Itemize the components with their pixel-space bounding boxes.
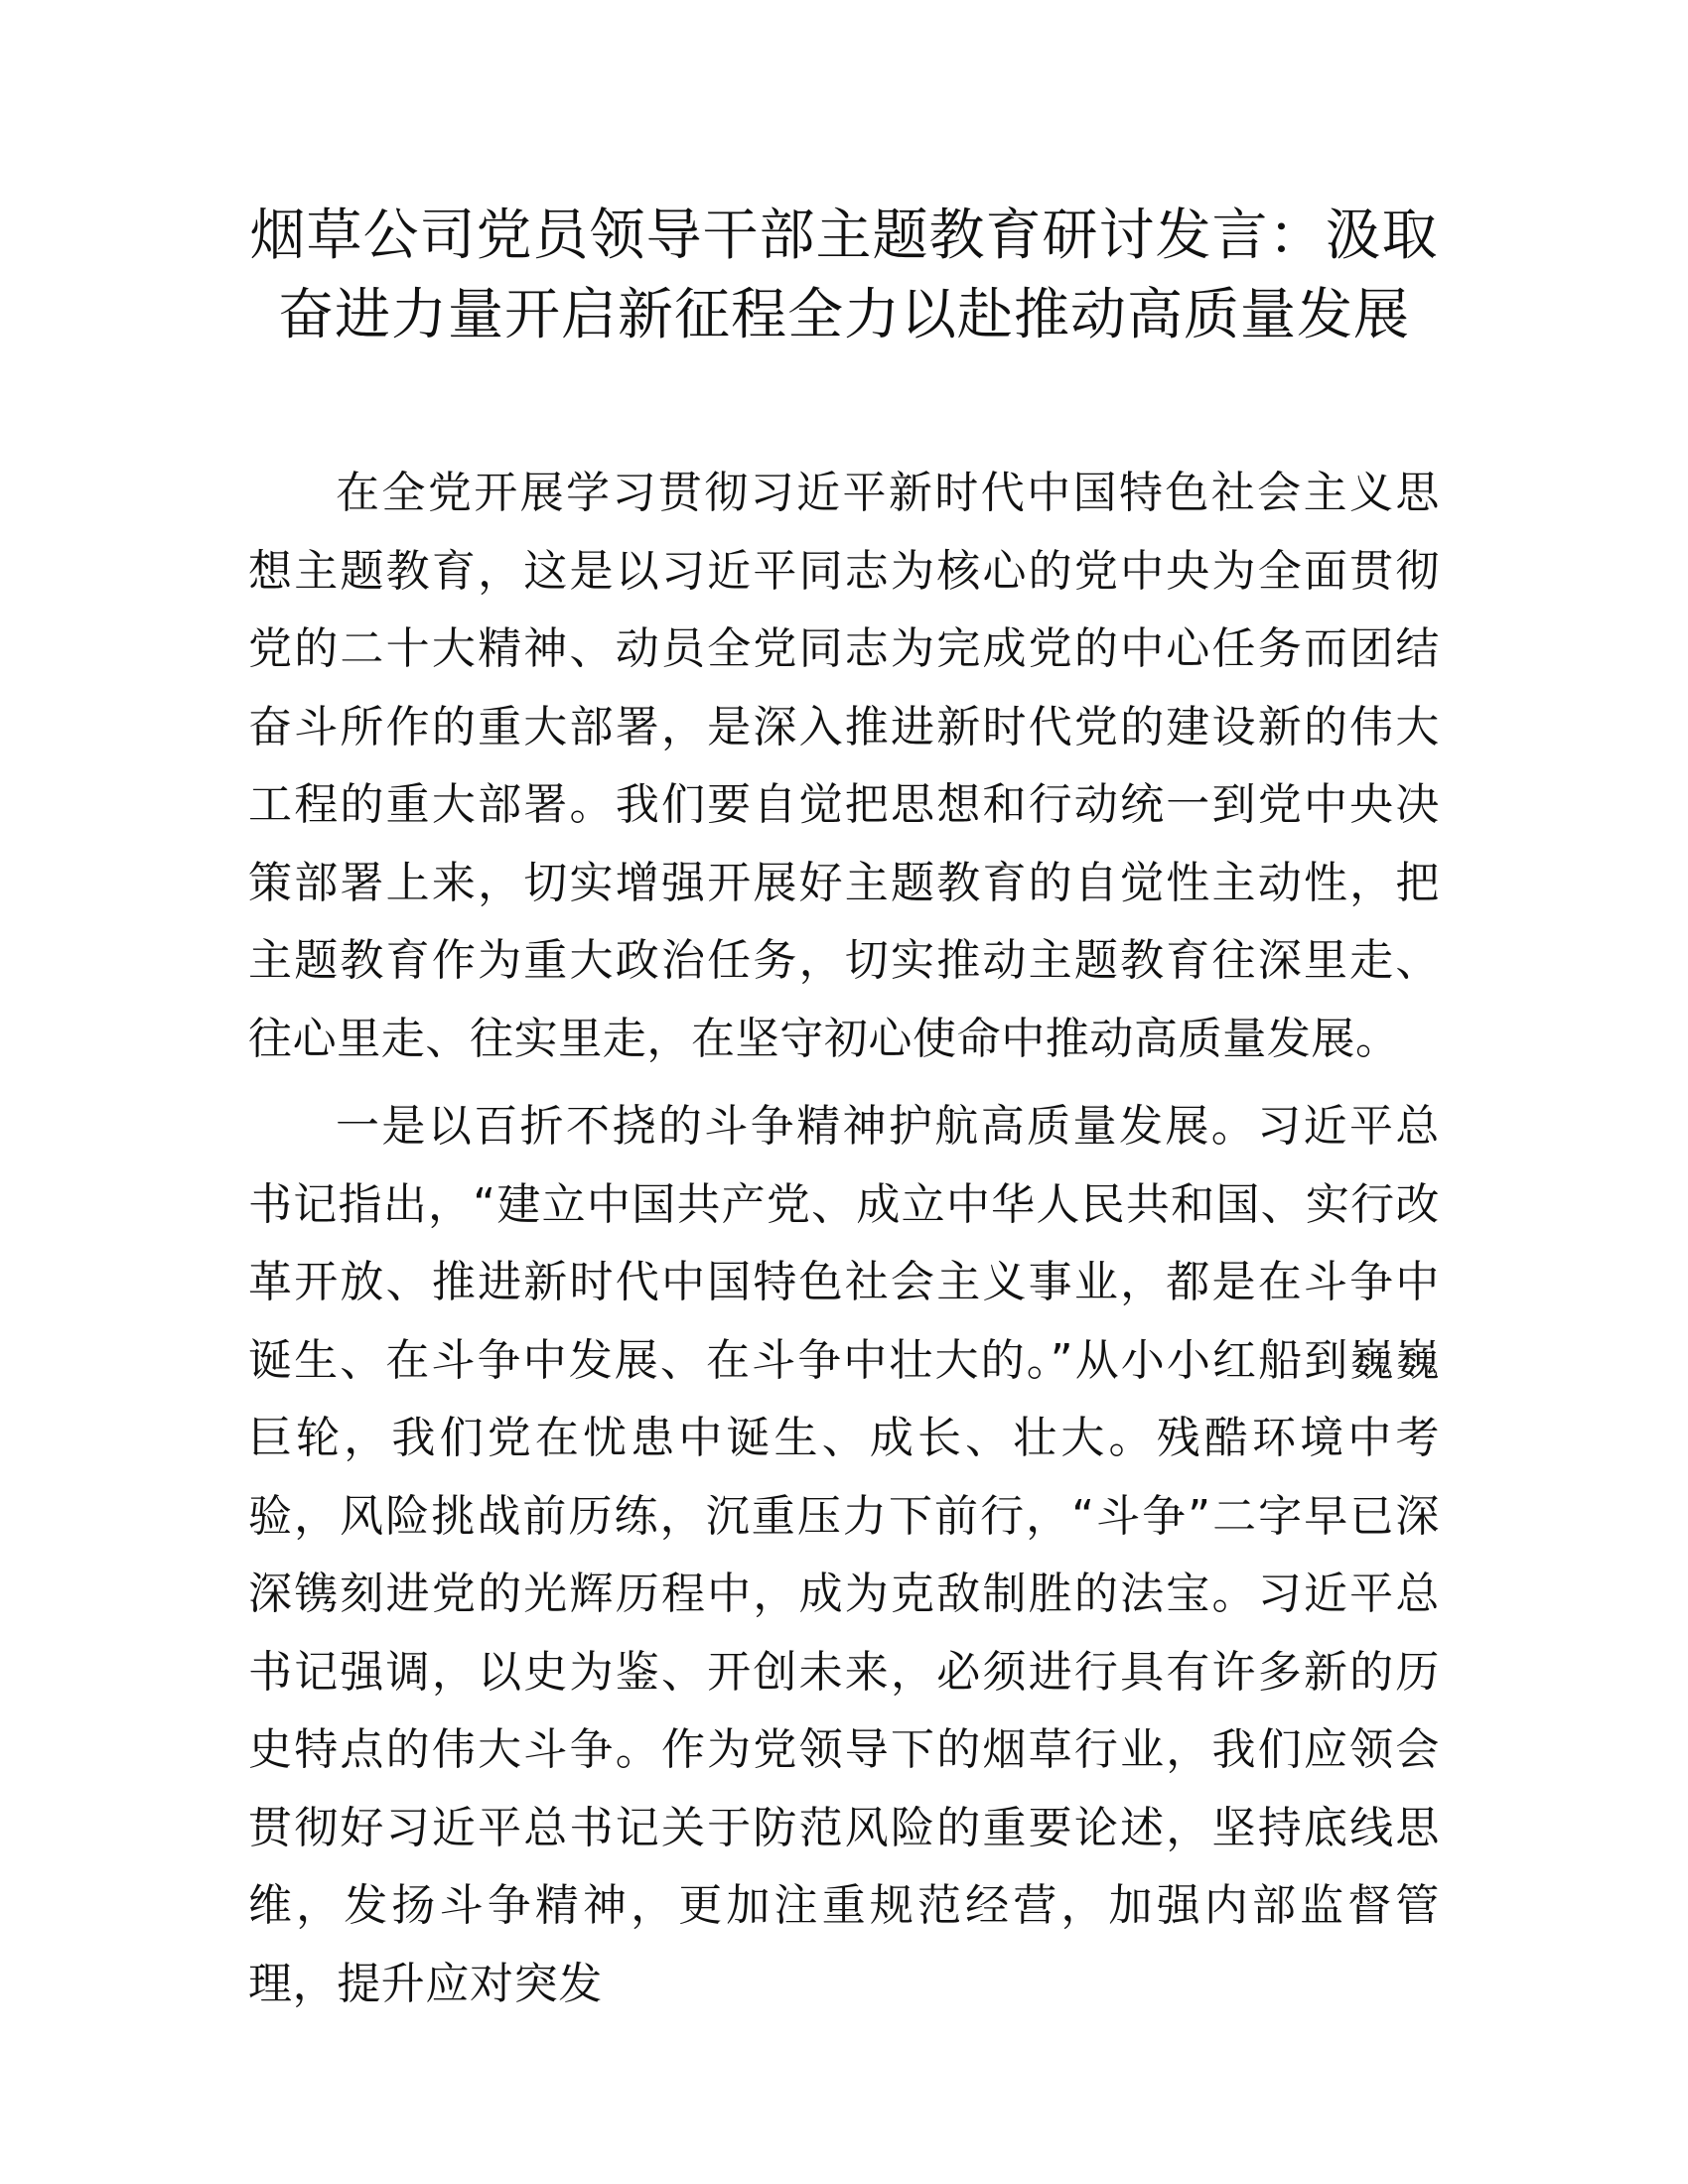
document-body <box>248 455 1440 2033</box>
paragraph-intro: 在全党开展学习贯彻习近平新时代中国特色社会主义思想主题教育，这是以习近平同志为核心的党中央为全面贯彻党的二十大精神、动员全党同志为完成党的中心任务而团结奋斗所作的重大部署，是深入推进新时代党的建设新的伟大工程的重大部署。我们要自觉把思想和行动统一到党中央决策部署上来，切实增强开展好主题教育的自觉性主动性，把主题教育作为重大政治任务，切实推动主题教育往深里走、往心里走、往实里走，在坚守初心使命中推动高质量发展。 <box>248 468 1440 1064</box>
paragraph-point-one: 一是以百折不挠的斗争精神护航高质量发展。习近平总书记指出，“建立中国共产党、成立中华人民共和国、实行改革开放、推进新时代中国特色社会主义事业，都是在斗争中诞生、在斗争中发展、在斗争中壮大的。”从小小红船到巍巍巨轮，我们党在忧患中诞生、成长、壮大。残酷环境中考验，风险挑战前历练，沉重压力下前行，“斗争”二字早已深深镌刻进党的光辉历程中，成为克敌制胜的法宝。习近平总书记强调，以史为鉴、开创未来，必须进行具有许多新的历史特点的伟大斗争。作为党领导下的烟草行业，我们应领会贯彻好习近平总书记关于防范风险的重要论述，坚持底线思维，发扬斗争精神，更加注重规范经营，加强内部监督管理，提升应对突发 <box>248 1101 1440 2009</box>
document-title: 烟草公司党员领导干部主题教育研讨发言：汲取奋进力量开启新征程全力以赴推动高质量发展 <box>249 204 1439 347</box>
